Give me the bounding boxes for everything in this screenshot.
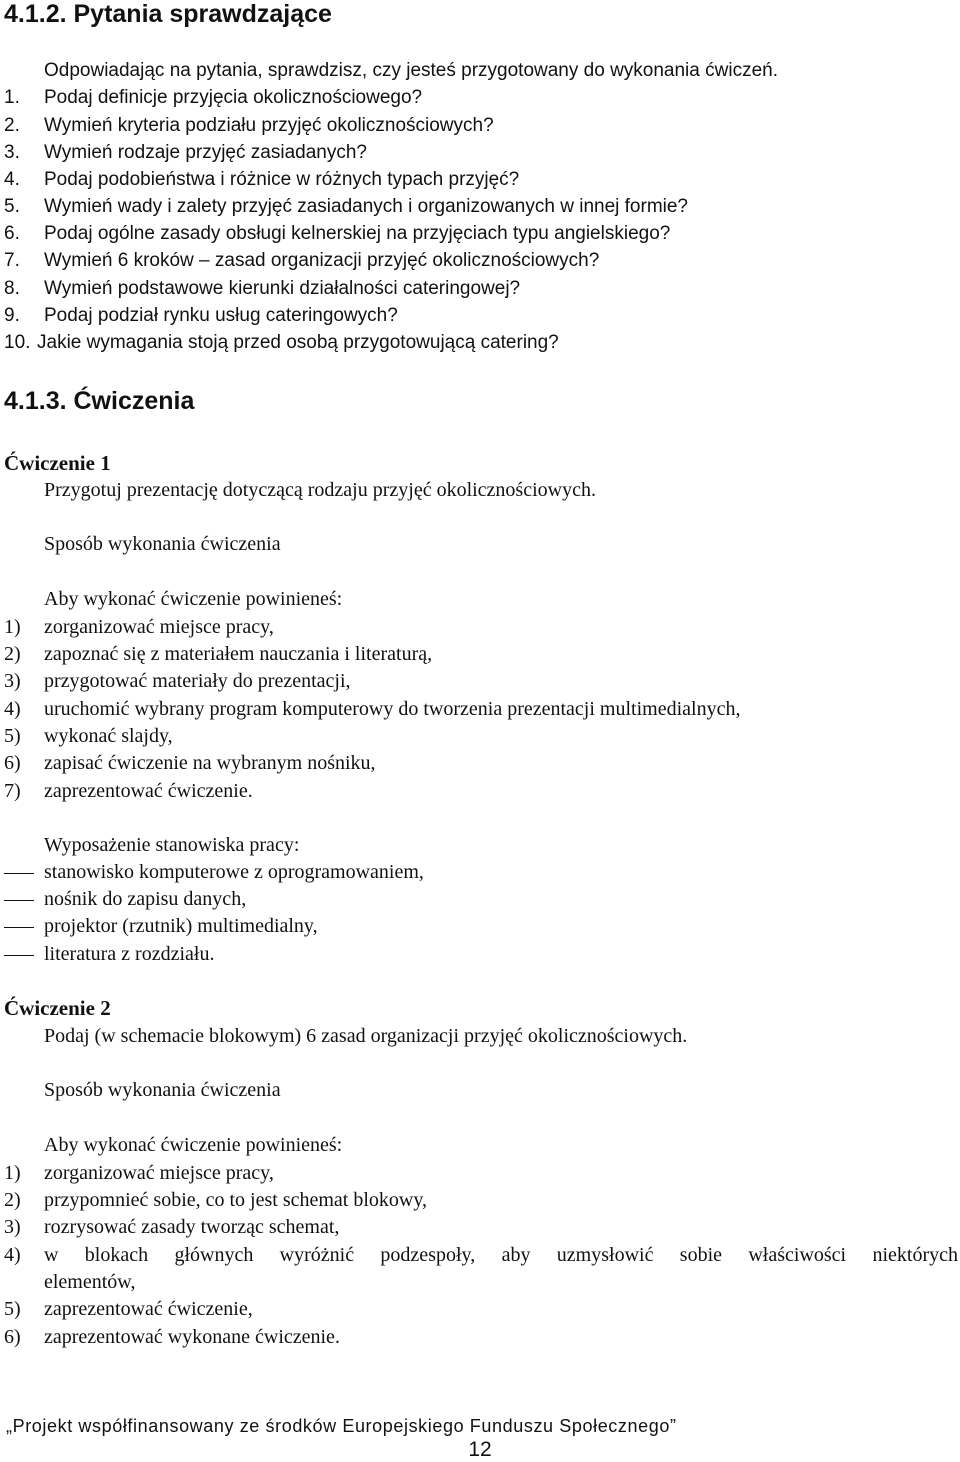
exercise-2-steps-intro: Aby wykonać ćwiczenie powinieneś: <box>44 1134 343 1156</box>
exercise-1-equipment-label: Wyposażenie stanowiska pracy: <box>44 834 300 856</box>
section-title-exercises: 4.1.3. Ćwiczenia <box>4 387 195 415</box>
page-number: 12 <box>468 1438 492 1461</box>
footer-project-note: „Projekt współfinansowany ze środków Europejskiego Funduszu Społecznego” <box>6 1416 677 1436</box>
questions-intro: Odpowiadając na pytania, sprawdzisz, czy jesteś przygotowany do wykonania ćwiczeń. <box>44 60 778 81</box>
exercise-1-task: Przygotuj prezentację dotyczącą rodzaju przyjęć okolicznościowych. <box>44 479 596 501</box>
exercise-1-method-label: Sposób wykonania ćwiczenia <box>44 533 281 555</box>
dash-bullet <box>4 927 34 928</box>
dash-bullet <box>4 873 34 874</box>
document-page: 4.1.2. Pytania sprawdzające Odpowiadając na pytania, sprawdzisz, czy jesteś przygotowany do wykonania ćwiczeń. 1. Podaj definicje przyjęcia okolicznościowego? 2. Wymień kryteria podziału przyjęć okolicznościowych? 3. Wymień rodzaje przyjęć zasiadanych? 4. Podaj podobieństwa i różnice w różnych typach przyjęć? 5. Wymień wady i zalety przyjęć zasiadanych i organizowanych w innej formie? 6. Podaj ogólne zasady obsługi kelnerskiej na przyjęciach typu angielskiego? 7. Wymień 6 kroków – zasad organizacji przyjęć okolicznościowych? 8. Wymień podstawowe kierunki działalności cateringowej? 9. Podaj podział rynku usług cateringowych? 10. Jakie wymagania stoją przed osobą przygotowującą catering? 4.1.3. Ćwiczenia Ćwiczenie 1 Przygotuj prezentację dotyczącą rodzaju przyjęć okolicznościowych. Sposób wykonania ćwiczenia Aby wykonać ćwiczenie powinieneś: 1) zorganizować miejsce pracy, 2) zapoznać się z materiałem nauczania i literaturą, 3) przygotować materiały do prezentacji, 4) uruchomić wybrany program komputerowy do tworzenia prezentacji multimedialnych, 5) wykonać slajdy, 6) zapisać ćwiczenie na wybranym nośniku, 7) zaprezentować ćwiczenie. Wyposażenie stanowiska pracy: stanowisko komputerowe z oprogramowaniem, nośnik do zapisu danych, projektor (rzutnik) multimedialny, literatura z rozdziału. Ćwiczenie 2 Podaj (w schemacie blokowym) 6 zasad organizacji przyjęć okolicznościowych. Sposób wykonania ćwiczenia Aby wykonać ćwiczenie powinieneś: 1) zorganizować miejsce pracy, 2) przypomnieć sobie, co to jest schemat blokowy, 3) rozrysować zasady tworząc schemat, 4) w blokach głównych wyróżnić podzespoły, aby uzmysłowić sobie właściwości niektórych elementów, 5) zaprezentować ćwiczenie, 6) zaprezentować wykonane ćwiczenie. „Projekt współfinansowany ze środków Europejskiego Funduszu Społecznego” 12 <box>0 0 960 1459</box>
exercise-2-heading: Ćwiczenie 2 <box>4 996 111 1020</box>
section-title-questions: 4.1.2. Pytania sprawdzające <box>4 0 332 28</box>
exercise-1-steps-intro: Aby wykonać ćwiczenie powinieneś: <box>44 588 343 610</box>
exercise-2-method-label: Sposób wykonania ćwiczenia <box>44 1079 281 1101</box>
dash-bullet <box>4 900 34 901</box>
dash-bullet <box>4 955 34 956</box>
exercise-1-heading: Ćwiczenie 1 <box>4 451 111 475</box>
exercise-2-task: Podaj (w schemacie blokowym) 6 zasad organizacji przyjęć okolicznościowych. <box>44 1025 688 1047</box>
